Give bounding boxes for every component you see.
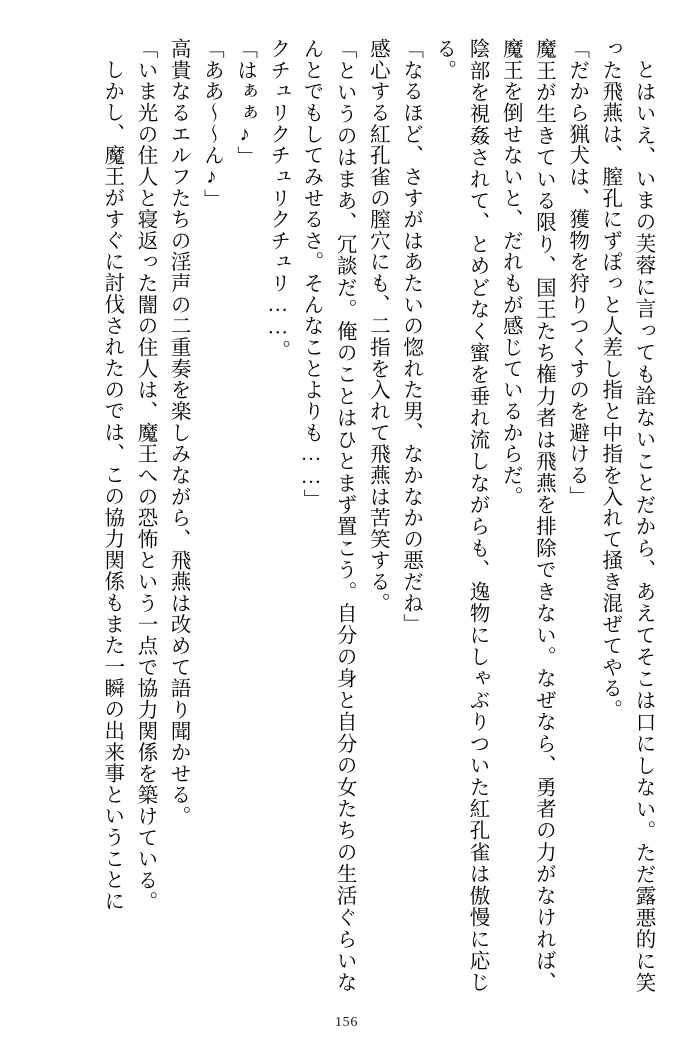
paragraph: 「ああ〜〜ん♪」 (200, 38, 223, 211)
paragraph: とはいえ、いまの芙蓉に言っても詮ないことだから、あえてそこは口にしない。ただ露悪的に笑った飛燕は、膣孔にずぽっと人差し指と中指を入れて掻き混ぜてやる。 (598, 38, 654, 993)
paragraph: 「だから猟犬は、獲物を狩りつくすのを避ける」 (565, 38, 588, 508)
paragraph: 陰部を視姦されて、とめどなく蜜を垂れ流しながらも、逸物にしゃぶりついた紅孔雀は傲慢に応じる。 (432, 38, 488, 993)
paragraph: 感心する紅孔雀の膣穴にも、二指を入れて飛燕は苦笑する。 (366, 38, 389, 614)
paragraph: 「なるほど、さすがはあたいの惚れた男、なかなかの悪だね」 (399, 38, 422, 635)
paragraph: 「いま光の住人と寝返った闇の住人は、魔王への恐怖という一点で協力関係を築けている。 (133, 38, 156, 913)
page-number: 156 (334, 1015, 359, 1030)
paragraph: 「というのはまあ、冗談だ。俺のことはひとまず置こう。自分の身と自分の女たちの生活ぐらいなんとでもしてみせるさ。そんなことよりも……」 (299, 38, 356, 993)
page-body-text (34, 38, 659, 993)
paragraph: 高貴なるエルフたちの淫声の二重奏を楽しみながら、飛燕は改めて語り聞かせる。 (167, 38, 190, 827)
paragraph: クチュリクチュリクチュリ……。 (266, 38, 289, 361)
paragraph: しかし、魔王がすぐに討伐されたのでは、この協力関係もまた一瞬の出来事ということに (100, 58, 123, 912)
paragraph: 「はぁぁ♪」 (233, 38, 256, 168)
paragraph: 魔王が生きている限り、国王たち権力者は飛燕を排除できない。なぜなら、勇者の力がなければ、魔王を倒せないと、だれもが感じているからだ。 (499, 38, 555, 993)
